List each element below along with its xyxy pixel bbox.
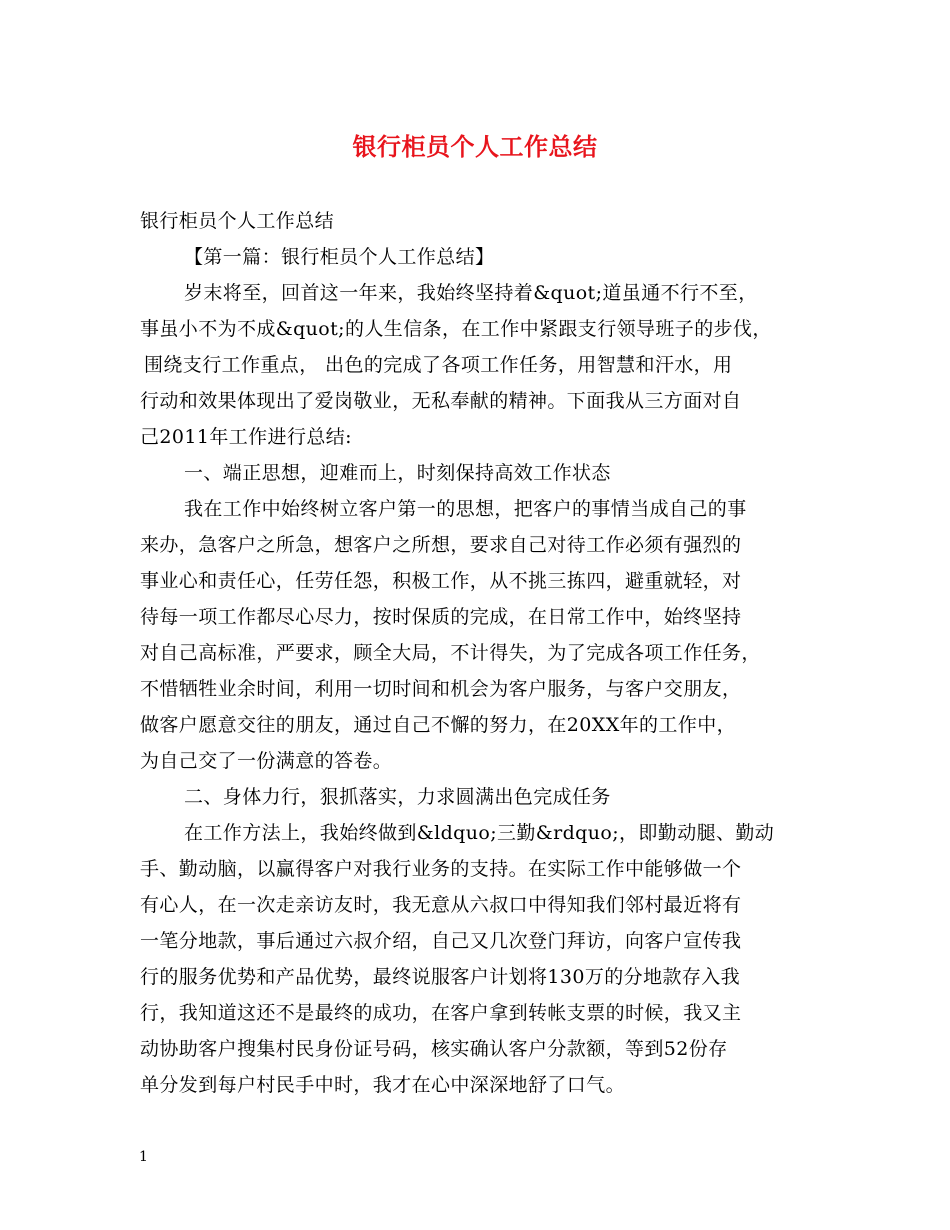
- paragraph-line: 来办，急客户之所急，想客户之所想，要求自己对待工作必须有强烈的: [140, 534, 742, 556]
- paragraph-line: 有心人，在一次走亲访友时，我无意从六叔口中得知我们邻村最近将有: [140, 894, 742, 916]
- paragraph-line: 事业心和责任心，任劳任怨，积极工作，从不挑三拣四，避重就轻，对: [140, 570, 742, 592]
- paragraph-line: 银行柜员个人工作总结: [140, 210, 335, 232]
- paragraph-line: 为自己交了一份满意的答卷。: [140, 750, 393, 772]
- paragraph-line: 己2011年工作进行总结:: [140, 426, 352, 448]
- paragraph-line: 我在工作中始终树立客户第一的思想，把客户的事情当成自己的事: [184, 498, 747, 520]
- section-heading: 【第一篇：银行柜员个人工作总结】: [184, 246, 495, 268]
- paragraph-line: 行动和效果体现出了爱岗敬业，无私奉献的精神。下面我从三方面对自: [140, 390, 742, 412]
- document-body: [140, 203, 830, 1103]
- paragraph-line: 做客户愿意交往的朋友，通过自己不懈的努力，在20XX年的工作中，: [140, 714, 737, 736]
- paragraph-line: 单分发到每户村民手中时，我才在心中深深地舒了口气。: [140, 1074, 626, 1096]
- paragraph-line: 一笔分地款，事后通过六叔介绍，自己又几次登门拜访，向客户宣传我: [140, 930, 742, 952]
- paragraph-line: 在工作方法上，我始终做到&ldquo;三勤&rdquo;，即勤动腿、勤动: [184, 822, 775, 844]
- paragraph-line: 动协助客户搜集村民身份证号码，核实确认客户分款额，等到52份存: [140, 1038, 728, 1060]
- section-heading: 二、身体力行，狠抓落实，力求圆满出色完成任务: [184, 786, 611, 808]
- paragraph-line: 围绕支行工作重点， 出色的完成了各项工作任务，用智慧和汗水，用: [144, 354, 733, 376]
- paragraph-line: 对自己高标准，严要求，顾全大局，不计得失，为了完成各项工作任务，: [140, 642, 761, 664]
- paragraph-line: 行的服务优势和产品优势，最终说服客户计划将130万的分地款存入我: [140, 966, 741, 988]
- page-number: 1: [139, 1149, 148, 1165]
- paragraph-line: 待每一项工作都尽心尽力，按时保质的完成，在日常工作中，始终坚持: [140, 606, 742, 628]
- paragraph-line: 行，我知道这还不是最终的成功，在客户拿到转帐支票的时候，我又主: [140, 1002, 742, 1024]
- paragraph-line: 手、勤动脑，以赢得客户对我行业务的支持。在实际工作中能够做一个: [140, 858, 742, 880]
- paragraph-line: 不惜牺牲业余时间，利用一切时间和机会为客户服务，与客户交朋友，: [140, 678, 742, 700]
- document-title: 银行柜员个人工作总结: [352, 132, 598, 161]
- section-heading: 一、端正思想，迎难而上，时刻保持高效工作状态: [184, 462, 611, 484]
- paragraph-line: 岁末将至，回首这一年来，我始终坚持着&quot;道虽通不行不至，: [184, 282, 758, 304]
- paragraph-line: 事虽小不为不成&quot;的人生信条，在工作中紧跟支行领导班子的步伐，: [140, 318, 772, 340]
